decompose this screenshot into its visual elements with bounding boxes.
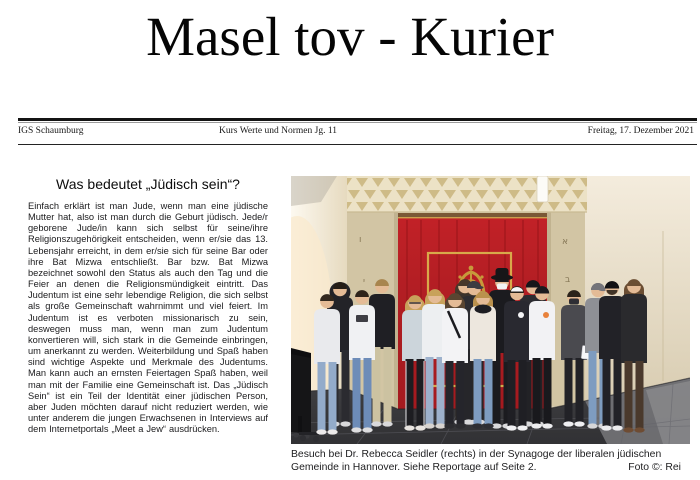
light-fixture [537, 176, 548, 202]
masthead-title: Masel tov - Kurier [146, 6, 554, 67]
dateline [18, 118, 697, 145]
photo-caption-text: Besuch bei Dr. Rebecca Seidler (rechts) in der Synagoge der liberalen jüdischen Gemeinde in Hannover. Siehe Reportage auf Seite 2. [291, 449, 662, 473]
group-photo [291, 176, 690, 444]
svg-text:ו: ו [359, 235, 362, 245]
dateline-rule-thick [18, 118, 697, 121]
article-body: Einfach erklärt ist man Jude, wenn man eine jüdische Mutter hat, also ist man durch die Geburt jüdisch. Jede/r geborene Jude/in kann sich selbst für seine/ihre Religionszugehörigkeit entscheiden, wenn er/sie das 13. Lebensjahr erreicht, in dem er/sie sich für seine Bar oder ihre Bat Mizwa entschließt. Bar bzw. Bat Mizwa bezeichnet sowohl den Status als auch den Tag und die Feier an denen die Religionsmündigkeit eintritt. Das Judentum ist eine sehr lebendige Religion, die sich selbst als große Gemeinschaft wahrnimmt und viel feiert. Im Judentum ist es verboten missionarisch zu sein, deswegen muss man, wenn man zum Judentum konvertieren will, sich stark in die Gemeinde einbringen, um anerkannt zu werden. Weiterbildung und Spaß haben sind wichtige Aspekte und Merkmale des Judentums. Man kann auch an ernsten Feiertagen Spaß haben, weil man mit der Familie eine Gemeinschaft ist. Das „Jüdisch Sein“ ist ein Teil der Identität einer jüdischen Person, aber Juden möchten darauf nicht reduziert werden, wie unter anderem die jungen Erwachsenen in Interviews auf dem Internetportals „Meet a Jew“ ausdrücken. [28, 201, 268, 435]
dateline-course: Kurs Werte und Normen Jg. 11 [219, 126, 337, 136]
article-column [28, 176, 268, 435]
article-headline: Was bedeutet „Jüdisch sein“? [56, 176, 240, 192]
photo-credit: Foto ©: Rei [622, 462, 681, 475]
synagogue-photo-illustration [291, 176, 690, 444]
svg-text:ב: ב [565, 275, 571, 285]
photo-caption [291, 449, 681, 475]
svg-text:א: א [562, 237, 569, 247]
dateline-rule-bottom [18, 144, 697, 145]
dateline-rule-thin [18, 122, 697, 123]
dateline-date: Freitag, 17. Dezember 2021 [587, 126, 694, 136]
svg-text:י: י [363, 277, 366, 287]
dateline-school: IGS Schaumburg [18, 126, 84, 136]
pattern-band [347, 176, 587, 212]
curtain-trim [398, 213, 547, 217]
